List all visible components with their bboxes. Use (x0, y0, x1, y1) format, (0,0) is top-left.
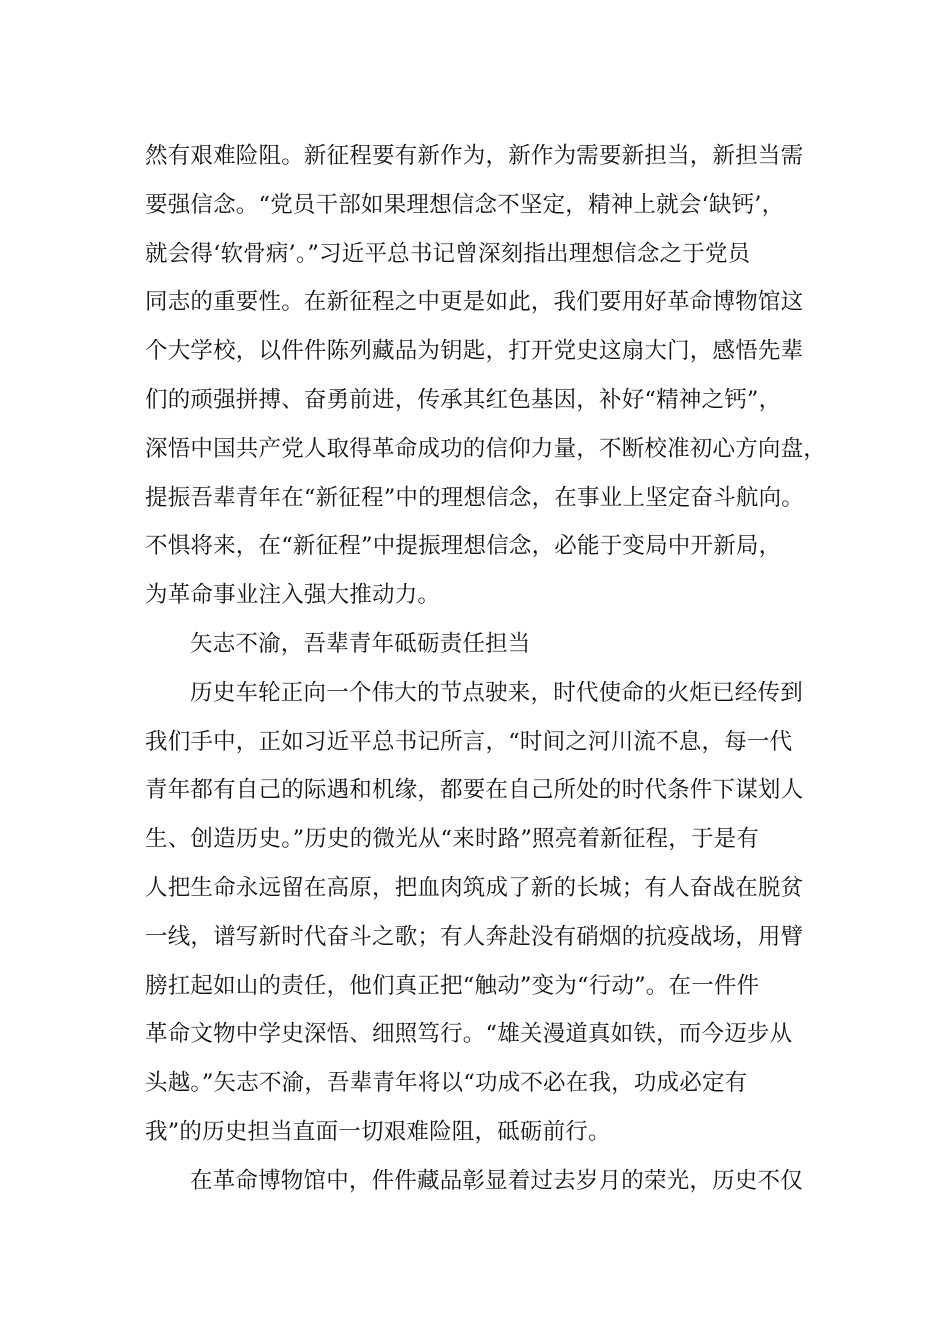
text-line: 不惧将来，在“新征程”中提振理想信念，必能于变局中开新局， (145, 533, 782, 560)
section-heading: 矢志不渝，吾辈青年砥砺责任担当 (190, 630, 531, 657)
text-line: 人把生命永远留在高原，把血肉筑成了新的长城；有人奋战在脱贫 (145, 874, 804, 901)
text-line: 就会得‘软骨病’。”习近平总书记曾深刻指出理想信念之于党员 (145, 240, 751, 267)
text-line: 我”的历史担当直面一切艰难险阻，砥砺前行。 (145, 1118, 611, 1145)
text-line: 们的顽强拼搏、奋勇前进，传承其红色基因，补好“精神之钙”， (145, 386, 782, 413)
text-line: 青年都有自己的际遇和机缘，都要在自己所处的时代条件下谋划人 (145, 777, 804, 804)
text-line: 膀扛起如山的责任，他们真正把“触动”变为“行动”。在一件件 (145, 972, 760, 999)
text-line: 提振吾辈青年在“新征程”中的理想信念，在事业上坚定奋斗航向。 (145, 484, 805, 511)
text-line: 头越。”矢志不渝，吾辈青年将以“功成不必在我，功成必定有 (145, 1070, 748, 1097)
text-line: 在革命博物馆中，件件藏品彰显着过去岁月的荣光，历史不仅 (190, 1167, 803, 1194)
text-line: 历史车轮正向一个伟大的节点驶来，时代使命的火炬已经传到 (190, 679, 803, 706)
text-line: 然有艰难险阻。新征程要有新作为，新作为需要新担当，新担当需 (145, 143, 804, 169)
text-line: 为革命事业注入强大推动力。 (145, 582, 441, 609)
text-line: 深悟中国共产党人取得革命成功的信仰力量，不断校准初心方向盘， (145, 435, 827, 462)
text-line: 生、创造历史。”历史的微光从“来时路”照亮着新征程，于是有 (145, 826, 760, 853)
text-line: 个大学校，以件件陈列藏品为钥匙，打开党史这扇大门，感悟先辈 (145, 338, 804, 365)
text-line: 一线，谱写新时代奋斗之歌；有人奔赴没有硝烟的抗疫战场，用臂 (145, 923, 804, 950)
text-line: 我们手中，正如习近平总书记所言，“时间之河川流不息，每一代 (145, 728, 793, 755)
text-line: 要强信念。“党员干部如果理想信念不坚定，精神上就会‘缺钙’， (145, 191, 785, 218)
text-line: 革命文物中学史深悟、细照笃行。“雄关漫道真如铁，而今迈步从 (145, 1021, 793, 1048)
text-line: 同志的重要性。在新征程之中更是如此，我们要用好革命博物馆这 (145, 289, 804, 316)
body-text (145, 132, 835, 1206)
